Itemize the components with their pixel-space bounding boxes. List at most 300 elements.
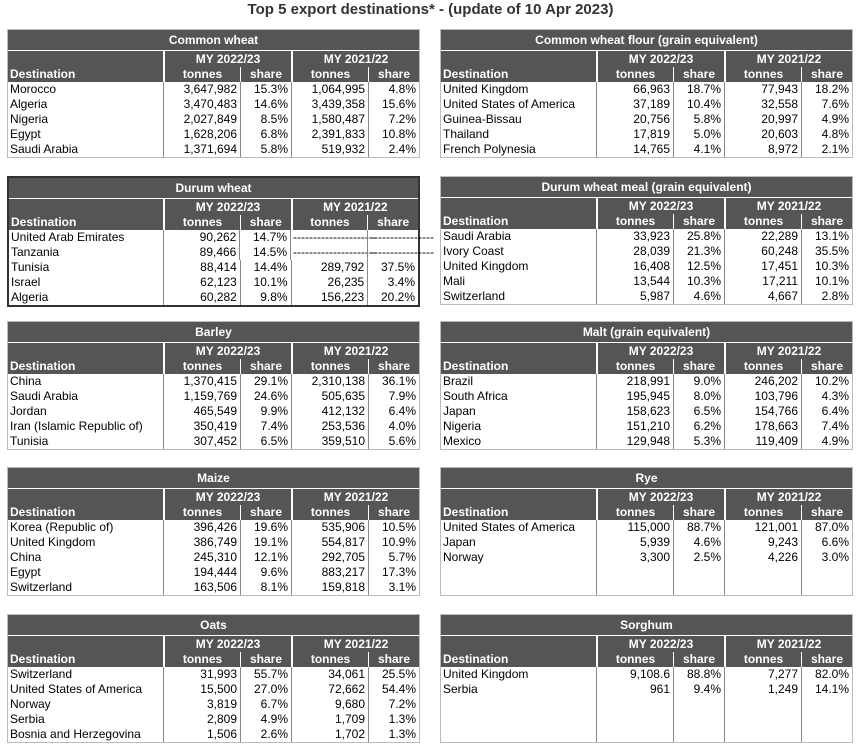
cell-tonnes-current: 194,444 bbox=[163, 565, 240, 580]
table-header-years bbox=[8, 489, 419, 505]
cell-tonnes-previous: 253,536 bbox=[291, 419, 368, 434]
cell-tonnes-current: 163,506 bbox=[163, 580, 240, 595]
cell-share-previous: 4.9% bbox=[801, 434, 852, 449]
header-share: share bbox=[368, 67, 419, 82]
table-row bbox=[441, 374, 852, 389]
header-tonnes: tonnes bbox=[291, 215, 368, 230]
table-block-title: Durum wheat meal (grain equivalent) bbox=[441, 177, 852, 198]
header-my-current: MY 2022/23 bbox=[163, 489, 291, 505]
header-spacer bbox=[8, 636, 163, 652]
cell-share-previous: 36.1% bbox=[368, 374, 419, 389]
table-header-columns bbox=[8, 359, 419, 374]
cell-destination: Mexico bbox=[443, 434, 482, 448]
cell-tonnes-previous: 20,997 bbox=[724, 112, 801, 127]
header-my-current: MY 2022/23 bbox=[163, 343, 291, 359]
table-header-columns bbox=[8, 652, 419, 667]
cell-share-current: 29.1% bbox=[240, 374, 291, 389]
cell-share-previous: 35.5% bbox=[801, 244, 852, 259]
cell-share-current: 6.2% bbox=[673, 419, 724, 434]
cell-share-previous: 13.1% bbox=[801, 229, 852, 244]
cell-tonnes-current: 465,549 bbox=[163, 404, 240, 419]
cell-tonnes-current: 62,123 bbox=[163, 275, 240, 290]
table-row bbox=[8, 712, 419, 727]
header-spacer bbox=[441, 636, 596, 652]
header-tonnes: tonnes bbox=[163, 505, 240, 520]
cell-share-previous: 20.2% bbox=[367, 290, 418, 305]
cell-share-previous: 87.0% bbox=[801, 520, 852, 535]
cell-share-current: 6.5% bbox=[240, 434, 291, 449]
cell-tonnes-current: 396,426 bbox=[163, 520, 240, 535]
header-destination: Destination bbox=[443, 652, 509, 666]
cell-share-previous: ---------------- bbox=[367, 230, 418, 245]
cell-tonnes-current: 15,500 bbox=[163, 682, 240, 697]
cell-tonnes-previous: 22,289 bbox=[724, 229, 801, 244]
cell-tonnes-current: 195,945 bbox=[596, 389, 673, 404]
header-share: share bbox=[240, 505, 291, 520]
cell-tonnes-previous: 1,064,995 bbox=[291, 82, 368, 97]
table-block bbox=[7, 29, 420, 158]
cell-tonnes-current: 245,310 bbox=[163, 550, 240, 565]
cell-tonnes-previous: 412,132 bbox=[291, 404, 368, 419]
cell-tonnes-previous: 1,709 bbox=[291, 712, 368, 727]
cell-tonnes-current: 386,749 bbox=[163, 535, 240, 550]
cell-share-current: 2.5% bbox=[673, 550, 724, 565]
cell-tonnes-current: 33,923 bbox=[596, 229, 673, 244]
cell-destination: Norway bbox=[443, 550, 484, 564]
cell-tonnes-previous: 34,061 bbox=[291, 667, 368, 682]
cell-tonnes-current: 20,756 bbox=[596, 112, 673, 127]
table-header-years bbox=[8, 51, 419, 67]
table-row bbox=[441, 434, 852, 449]
cell-tonnes-current: 3,470,483 bbox=[163, 97, 240, 112]
header-my-previous: MY 2021/22 bbox=[724, 198, 852, 214]
table-row bbox=[441, 274, 852, 289]
header-share: share bbox=[673, 652, 724, 667]
table-row bbox=[441, 127, 852, 142]
header-destination: Destination bbox=[443, 214, 509, 228]
header-share: share bbox=[368, 359, 419, 374]
cell-destination: Egypt bbox=[10, 565, 41, 579]
cell-tonnes-previous: 32,558 bbox=[724, 97, 801, 112]
table-header-years bbox=[8, 343, 419, 359]
cell-tonnes-previous: 60,248 bbox=[724, 244, 801, 259]
cell-share-previous: ---------------- bbox=[367, 245, 418, 260]
cell-tonnes-previous: 26,235 bbox=[291, 275, 368, 290]
header-my-previous: MY 2021/22 bbox=[291, 51, 419, 67]
cell-share-previous: 4.9% bbox=[801, 112, 852, 127]
cell-tonnes-previous: 9,243 bbox=[724, 535, 801, 550]
cell-share-previous bbox=[801, 727, 852, 742]
header-tonnes: tonnes bbox=[596, 67, 673, 82]
cell-share-current: 4.1% bbox=[673, 142, 724, 157]
cell-tonnes-current: 17,819 bbox=[596, 127, 673, 142]
header-tonnes: tonnes bbox=[163, 359, 240, 374]
cell-tonnes-current bbox=[596, 697, 673, 712]
header-destination: Destination bbox=[11, 215, 77, 229]
cell-share-previous: 15.6% bbox=[368, 97, 419, 112]
cell-share-current: 9.0% bbox=[673, 374, 724, 389]
cell-destination: Thailand bbox=[443, 127, 490, 141]
table-block-title: Sorghum bbox=[441, 615, 852, 636]
cell-share-current: 25.8% bbox=[673, 229, 724, 244]
table-block bbox=[7, 467, 420, 596]
cell-tonnes-previous: 505,635 bbox=[291, 389, 368, 404]
table-block-title: Common wheat flour (grain equivalent) bbox=[441, 30, 852, 51]
cell-destination: China bbox=[10, 374, 42, 388]
table-row bbox=[441, 404, 852, 419]
table-block bbox=[7, 614, 420, 743]
cell-tonnes-previous: 1,580,487 bbox=[291, 112, 368, 127]
cell-share-current: 14.4% bbox=[240, 260, 291, 275]
cell-share-current: 15.3% bbox=[240, 82, 291, 97]
table-row bbox=[8, 520, 419, 535]
table-header-columns bbox=[441, 505, 852, 520]
table-header-columns bbox=[441, 67, 852, 82]
cell-destination: Japan bbox=[443, 535, 476, 549]
cell-share-previous: 5.6% bbox=[368, 434, 419, 449]
header-my-previous: MY 2021/22 bbox=[291, 343, 419, 359]
cell-share-previous: 2.1% bbox=[801, 142, 852, 157]
cell-share-previous: 4.0% bbox=[368, 419, 419, 434]
header-tonnes: tonnes bbox=[724, 505, 801, 520]
cell-share-current bbox=[673, 697, 724, 712]
cell-tonnes-current: 307,452 bbox=[163, 434, 240, 449]
table-row bbox=[8, 82, 419, 97]
cell-destination: Bosnia and Herzegovina bbox=[10, 727, 141, 741]
cell-destination: Japan bbox=[443, 404, 476, 418]
cell-share-previous: 25.5% bbox=[368, 667, 419, 682]
cell-share-current: 88.7% bbox=[673, 520, 724, 535]
cell-destination: Morocco bbox=[10, 82, 57, 96]
table-block-title: Durum wheat bbox=[9, 178, 418, 199]
cell-share-previous: 6.4% bbox=[368, 404, 419, 419]
cell-share-current: 5.0% bbox=[673, 127, 724, 142]
cell-tonnes-current: 129,948 bbox=[596, 434, 673, 449]
cell-tonnes-previous: --------------------- bbox=[290, 230, 367, 245]
header-share: share bbox=[673, 67, 724, 82]
cell-destination: Switzerland bbox=[10, 580, 73, 594]
header-spacer bbox=[441, 343, 596, 359]
table-header-years bbox=[441, 51, 852, 67]
table-block-title: Barley bbox=[8, 322, 419, 343]
cell-tonnes-current: 158,623 bbox=[596, 404, 673, 419]
cell-share-previous: 10.2% bbox=[801, 374, 852, 389]
cell-tonnes-current: 66,963 bbox=[596, 82, 673, 97]
table-row bbox=[441, 565, 852, 580]
header-my-current: MY 2022/23 bbox=[596, 51, 724, 67]
cell-share-previous: 14.1% bbox=[801, 682, 852, 697]
cell-share-current: 4.6% bbox=[673, 535, 724, 550]
cell-share-previous: 18.2% bbox=[801, 82, 852, 97]
table-block bbox=[440, 614, 853, 743]
cell-tonnes-current: 28,039 bbox=[596, 244, 673, 259]
cell-tonnes-previous: 4,667 bbox=[724, 289, 801, 304]
cell-share-current: 10.1% bbox=[240, 275, 291, 290]
cell-tonnes-current: 89,466 bbox=[163, 245, 239, 260]
table-row bbox=[441, 259, 852, 274]
header-destination: Destination bbox=[443, 67, 509, 81]
header-my-previous: MY 2021/22 bbox=[291, 636, 419, 652]
cell-tonnes-previous: 156,223 bbox=[291, 290, 368, 305]
cell-tonnes-current: 9,108.6 bbox=[596, 667, 673, 682]
cell-tonnes-previous bbox=[724, 697, 801, 712]
table-row bbox=[8, 667, 419, 682]
cell-share-current: 14.5% bbox=[239, 245, 290, 260]
cell-tonnes-previous: 17,451 bbox=[724, 259, 801, 274]
table-block bbox=[7, 321, 420, 450]
header-spacer bbox=[441, 198, 596, 214]
cell-share-previous: 7.6% bbox=[801, 97, 852, 112]
cell-destination: United Arab Emirates bbox=[11, 230, 125, 244]
table-row bbox=[8, 727, 419, 742]
cell-tonnes-previous: 7,277 bbox=[724, 667, 801, 682]
cell-share-previous: 2.8% bbox=[801, 289, 852, 304]
table-header-years bbox=[441, 198, 852, 214]
table-row bbox=[441, 520, 852, 535]
cell-share-current: 12.1% bbox=[240, 550, 291, 565]
cell-destination: United States of America bbox=[10, 682, 143, 696]
header-my-current: MY 2022/23 bbox=[163, 636, 291, 652]
cell-tonnes-previous: 292,705 bbox=[291, 550, 368, 565]
page-title: Top 5 export destinations* - (update of 10 Apr 2023) bbox=[247, 1, 614, 18]
table-header-years bbox=[8, 636, 419, 652]
table-row bbox=[441, 289, 852, 304]
cell-destination: China bbox=[10, 550, 42, 564]
cell-destination: Tunisia bbox=[11, 260, 50, 274]
header-my-current: MY 2022/23 bbox=[596, 636, 724, 652]
table-row bbox=[8, 580, 419, 595]
cell-tonnes-current: 14,765 bbox=[596, 142, 673, 157]
cell-tonnes-previous bbox=[724, 727, 801, 742]
cell-tonnes-current: 3,647,982 bbox=[163, 82, 240, 97]
cell-destination: South Africa bbox=[443, 389, 508, 403]
header-my-previous: MY 2021/22 bbox=[724, 489, 852, 505]
table-row bbox=[441, 550, 852, 565]
cell-share-current: 8.0% bbox=[673, 389, 724, 404]
cell-tonnes-current: 31,993 bbox=[163, 667, 240, 682]
table-header-columns bbox=[9, 215, 418, 230]
cell-destination: Egypt bbox=[10, 127, 41, 141]
cell-tonnes-current: 60,282 bbox=[163, 290, 240, 305]
cell-share-current: 10.3% bbox=[673, 274, 724, 289]
header-spacer bbox=[8, 51, 163, 67]
table-row bbox=[441, 112, 852, 127]
header-share: share bbox=[240, 67, 291, 82]
cell-share-previous: 2.4% bbox=[368, 142, 419, 157]
table-row bbox=[8, 389, 419, 404]
cell-tonnes-previous: 883,217 bbox=[291, 565, 368, 580]
cell-share-previous: 54.4% bbox=[368, 682, 419, 697]
cell-destination: Tanzania bbox=[11, 245, 60, 259]
cell-share-previous: 7.2% bbox=[368, 112, 419, 127]
cell-share-previous: 82.0% bbox=[801, 667, 852, 682]
header-share: share bbox=[801, 359, 852, 374]
cell-share-previous: 3.4% bbox=[367, 275, 418, 290]
header-tonnes: tonnes bbox=[596, 214, 673, 229]
cell-destination: Israel bbox=[11, 275, 41, 289]
cell-tonnes-previous: 3,439,358 bbox=[291, 97, 368, 112]
cell-share-current: 24.6% bbox=[240, 389, 291, 404]
table-row bbox=[9, 290, 418, 305]
cell-share-current: 9.4% bbox=[673, 682, 724, 697]
table-header-years bbox=[441, 343, 852, 359]
header-spacer bbox=[8, 489, 163, 505]
cell-destination: Saudi Arabia bbox=[10, 142, 79, 156]
header-share: share bbox=[673, 214, 724, 229]
cell-destination: Nigeria bbox=[10, 112, 49, 126]
cell-tonnes-current: 350,419 bbox=[163, 419, 240, 434]
cell-destination: United Kingdom bbox=[443, 259, 529, 273]
cell-tonnes-current bbox=[596, 712, 673, 727]
cell-tonnes-previous: 519,932 bbox=[291, 142, 368, 157]
cell-share-current: 10.4% bbox=[673, 97, 724, 112]
table-row bbox=[8, 374, 419, 389]
header-spacer bbox=[8, 343, 163, 359]
cell-destination: Tunisia bbox=[10, 434, 49, 448]
cell-share-previous: 3.1% bbox=[368, 580, 419, 595]
cell-destination: Ivory Coast bbox=[443, 244, 504, 258]
header-share: share bbox=[673, 359, 724, 374]
cell-share-current: 6.8% bbox=[240, 127, 291, 142]
table-row bbox=[8, 97, 419, 112]
table-block bbox=[440, 321, 853, 450]
cell-tonnes-previous: 178,663 bbox=[724, 419, 801, 434]
cell-share-current: 4.6% bbox=[673, 289, 724, 304]
header-my-previous: MY 2021/22 bbox=[291, 489, 419, 505]
table-row bbox=[441, 682, 852, 697]
table-block-title: Oats bbox=[8, 615, 419, 636]
cell-tonnes-current bbox=[596, 580, 673, 595]
table-block bbox=[440, 176, 853, 305]
cell-tonnes-current: 1,628,206 bbox=[163, 127, 240, 142]
cell-share-current bbox=[673, 727, 724, 742]
table-row bbox=[9, 245, 434, 260]
cell-destination: United Kingdom bbox=[443, 82, 529, 96]
cell-share-previous bbox=[801, 580, 852, 595]
cell-share-previous: 3.0% bbox=[801, 550, 852, 565]
cell-destination bbox=[441, 565, 596, 580]
header-destination: Destination bbox=[10, 505, 76, 519]
header-tonnes: tonnes bbox=[724, 652, 801, 667]
table-block-title: Maize bbox=[8, 468, 419, 489]
cell-destination bbox=[441, 697, 596, 712]
header-tonnes: tonnes bbox=[596, 505, 673, 520]
table-header-columns bbox=[8, 67, 419, 82]
header-tonnes: tonnes bbox=[291, 652, 368, 667]
header-my-previous: MY 2021/22 bbox=[291, 199, 418, 215]
cell-tonnes-previous: 154,766 bbox=[724, 404, 801, 419]
cell-destination: Nigeria bbox=[443, 419, 482, 433]
header-spacer bbox=[441, 51, 596, 67]
table-row bbox=[441, 727, 852, 742]
cell-share-previous: 7.2% bbox=[368, 697, 419, 712]
table-row bbox=[8, 112, 419, 127]
cell-share-current: 88.8% bbox=[673, 667, 724, 682]
cell-tonnes-previous bbox=[724, 565, 801, 580]
cell-share-current: 18.7% bbox=[673, 82, 724, 97]
table-row bbox=[441, 580, 852, 595]
cell-tonnes-current: 151,210 bbox=[596, 419, 673, 434]
cell-destination: United Kingdom bbox=[10, 535, 96, 549]
cell-destination: Norway bbox=[10, 697, 51, 711]
table-row bbox=[8, 434, 419, 449]
cell-tonnes-previous: 554,817 bbox=[291, 535, 368, 550]
table-header-columns bbox=[441, 214, 852, 229]
cell-destination: United Kingdom bbox=[443, 667, 529, 681]
cell-tonnes-current: 1,506 bbox=[163, 727, 240, 742]
cell-destination: Guinea-Bissau bbox=[443, 112, 522, 126]
header-my-current: MY 2022/23 bbox=[163, 199, 290, 215]
cell-share-current: 21.3% bbox=[673, 244, 724, 259]
table-row bbox=[441, 97, 852, 112]
table-row bbox=[8, 550, 419, 565]
cell-share-current: 9.9% bbox=[240, 404, 291, 419]
table-row bbox=[441, 697, 852, 712]
cell-tonnes-previous bbox=[724, 712, 801, 727]
cell-share-previous: 4.8% bbox=[801, 127, 852, 142]
table-header-columns bbox=[441, 652, 852, 667]
cell-tonnes-current: 5,939 bbox=[596, 535, 673, 550]
cell-tonnes-current: 115,000 bbox=[596, 520, 673, 535]
header-share: share bbox=[801, 652, 852, 667]
table-header-columns bbox=[8, 505, 419, 520]
cell-share-current: 12.5% bbox=[673, 259, 724, 274]
table-block-title: Common wheat bbox=[8, 30, 419, 51]
table-row bbox=[8, 404, 419, 419]
header-share: share bbox=[240, 652, 291, 667]
cell-share-previous bbox=[801, 565, 852, 580]
cell-tonnes-previous: 1,249 bbox=[724, 682, 801, 697]
table-row bbox=[441, 712, 852, 727]
cell-tonnes-previous: 9,680 bbox=[291, 697, 368, 712]
cell-tonnes-current: 5,987 bbox=[596, 289, 673, 304]
header-tonnes: tonnes bbox=[163, 652, 240, 667]
cell-tonnes-current: 218,991 bbox=[596, 374, 673, 389]
header-tonnes: tonnes bbox=[596, 652, 673, 667]
cell-destination: United States of America bbox=[443, 520, 576, 534]
table-row bbox=[9, 260, 418, 275]
cell-tonnes-previous: 4,226 bbox=[724, 550, 801, 565]
cell-share-current: 9.6% bbox=[240, 565, 291, 580]
cell-tonnes-current: 13,544 bbox=[596, 274, 673, 289]
cell-destination: Switzerland bbox=[443, 289, 506, 303]
header-tonnes: tonnes bbox=[596, 359, 673, 374]
cell-destination: French Polynesia bbox=[443, 142, 536, 156]
cell-tonnes-current: 3,819 bbox=[163, 697, 240, 712]
cell-share-current: 2.6% bbox=[240, 727, 291, 742]
cell-destination: Korea (Republic of) bbox=[10, 520, 114, 534]
table-row bbox=[441, 142, 852, 157]
cell-share-previous: 4.3% bbox=[801, 389, 852, 404]
header-spacer bbox=[9, 199, 163, 215]
cell-share-previous: 7.9% bbox=[368, 389, 419, 404]
table-block bbox=[440, 467, 853, 596]
table-row bbox=[8, 565, 419, 580]
header-spacer bbox=[441, 489, 596, 505]
header-my-current: MY 2022/23 bbox=[596, 198, 724, 214]
table-block-title: Rye bbox=[441, 468, 852, 489]
cell-share-previous: 1.3% bbox=[368, 727, 419, 742]
cell-destination: Serbia bbox=[10, 712, 45, 726]
cell-tonnes-previous: 2,310,138 bbox=[291, 374, 368, 389]
table-row bbox=[8, 419, 419, 434]
cell-tonnes-previous: 121,001 bbox=[724, 520, 801, 535]
cell-share-previous bbox=[801, 712, 852, 727]
cell-destination bbox=[441, 580, 596, 595]
cell-share-previous: 6.4% bbox=[801, 404, 852, 419]
cell-tonnes-previous: 2,391,833 bbox=[291, 127, 368, 142]
cell-destination: Saudi Arabia bbox=[443, 229, 512, 243]
